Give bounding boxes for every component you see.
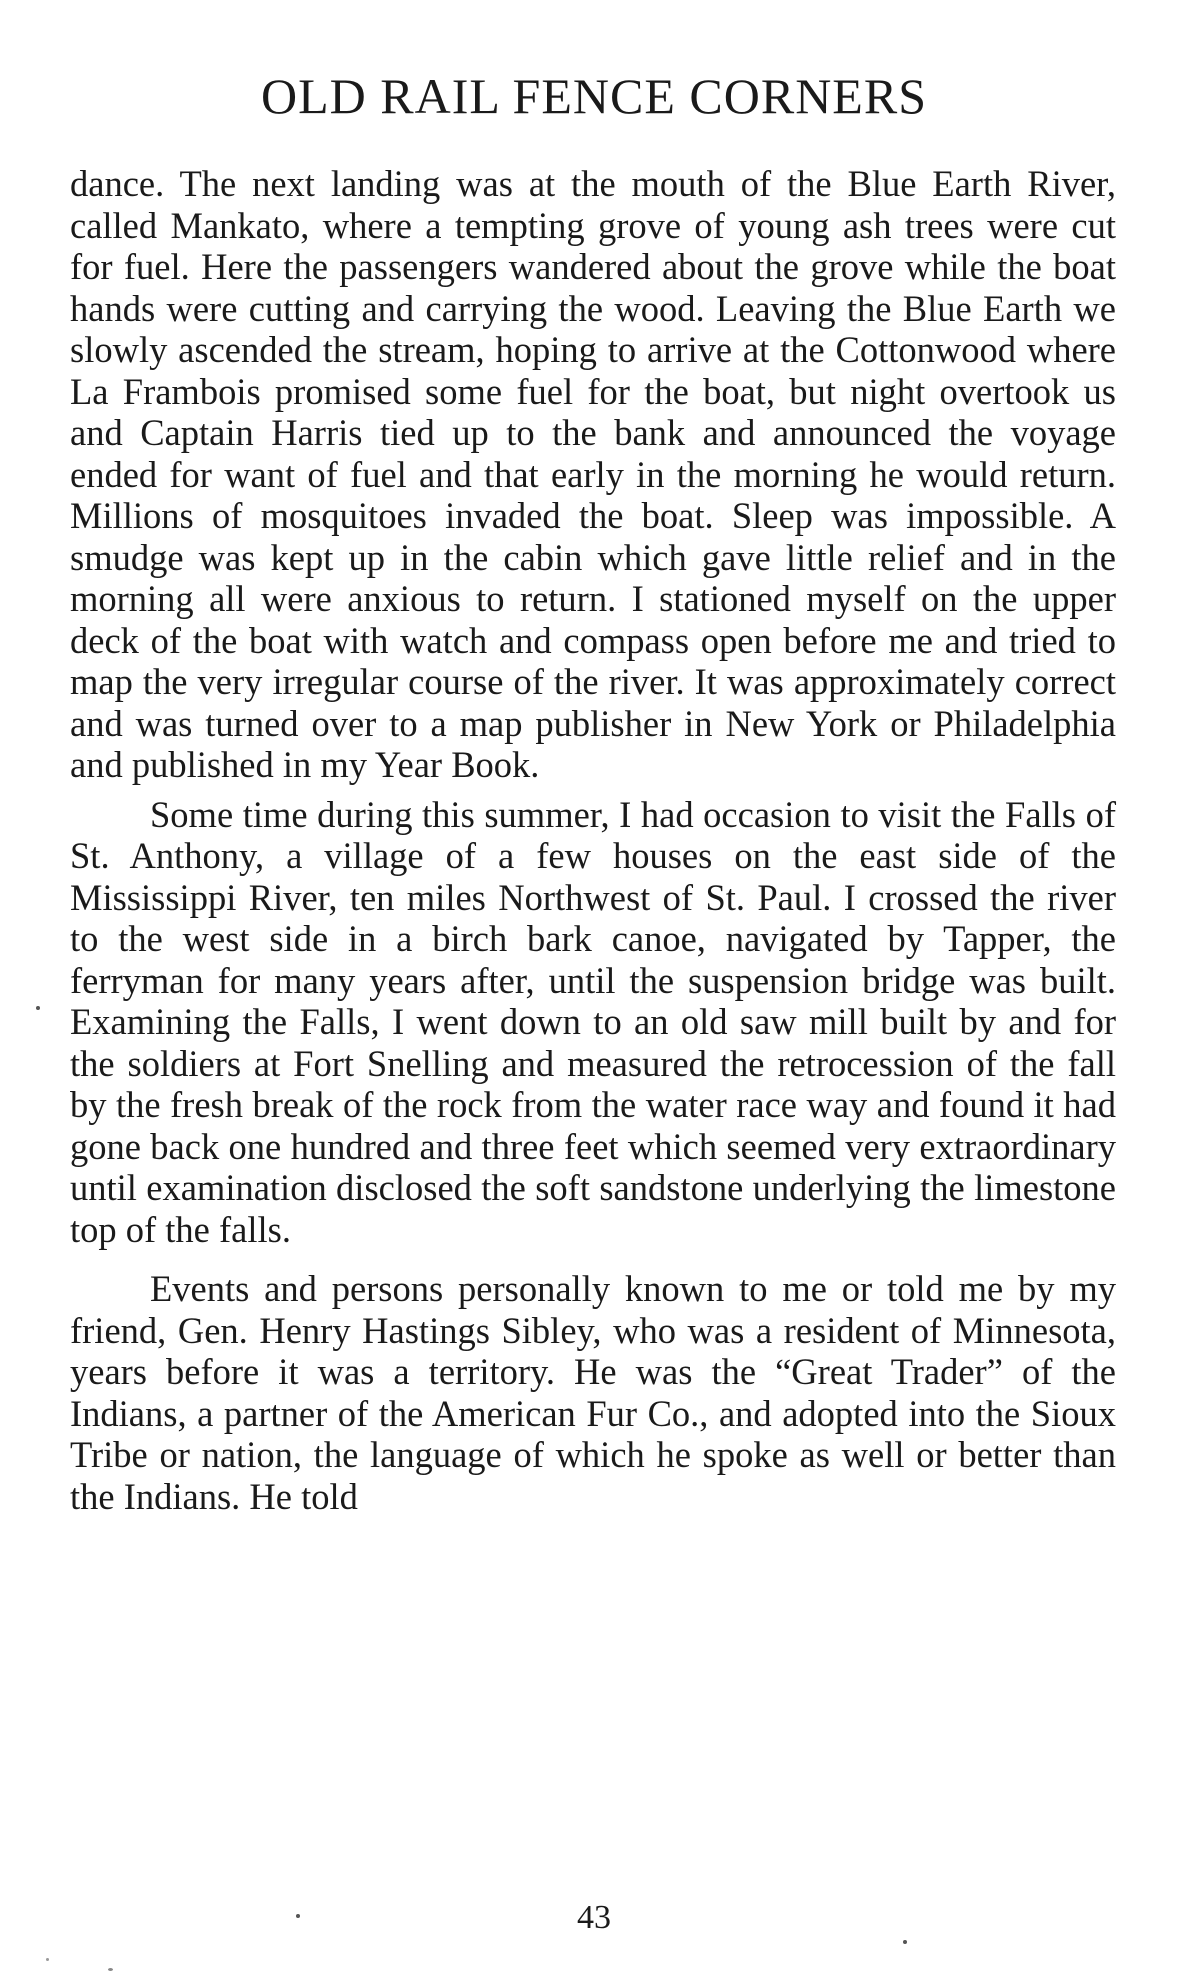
paragraph-falls-of-st-anthony: Some time during this summer, I had occasion to visit the Falls of St. Anthony, a village of a few houses on the east side of the Mississippi River, ten miles Northwest of St. Paul. I crossed the river to the west side in a birch bark canoe, navigated by Tapper, the ferryman for many years after, until the suspension bridge was built. Examining the Falls, I went down to an old saw mill built by and for the soldiers at Fort Snelling and measured the retrocession of the fall by the fresh break of the rock from the water race way and found it had gone back one hundred and three feet which seemed very extraordinary until examination disclosed the soft sandstone underlying the limestone top of the falls. [70, 793, 1116, 1250]
ink-speck [108, 1968, 113, 1971]
ink-speck [903, 1940, 907, 1944]
page-number: 43 [577, 1899, 611, 1936]
paragraph-sibley: Events and persons personally known to me or told me by my friend, Gen. Henry Hastings Sibley, who was a resident of Minnesota, years before it was a territory. He was the “Great Trader” of the Indians, a partner of the American Fur Co., and adopted into the Sioux Tribe or nation, the language of which he spoke as well or better than the Indians. He told [70, 1268, 1116, 1517]
running-head: OLD RAIL FENCE CORNERS [260, 68, 928, 124]
body-text [70, 163, 1116, 1517]
ink-speck [36, 1006, 40, 1010]
ink-speck [296, 1914, 300, 1918]
ink-speck [46, 1958, 49, 1961]
paragraph-continued: dance. The next landing was at the mouth of the Blue Earth River, called Mankato, where a tempting grove of young ash trees were cut for fuel. Here the passengers wandered about the grove while the boat hands were cutting and carrying the wood. Leaving the Blue Earth we slowly ascended the stream, hoping to arrive at the Cottonwood where La Frambois promised some fuel for the boat, but night overtook us and Captain Harris tied up to the bank and announced the voyage ended for want of fuel and that early in the morning he would return. Millions of mosquitoes invaded the boat. Sleep was impossible. A smudge was kept up in the cabin which gave little relief and in the morning all were anxious to return. I stationed myself on the upper deck of the boat with watch and compass open before me and tried to map the very irregular course of the river. It was approximately correct and was turned over to a map publisher in New York or Philadelphia and published in my Year Book. [70, 163, 1116, 785]
